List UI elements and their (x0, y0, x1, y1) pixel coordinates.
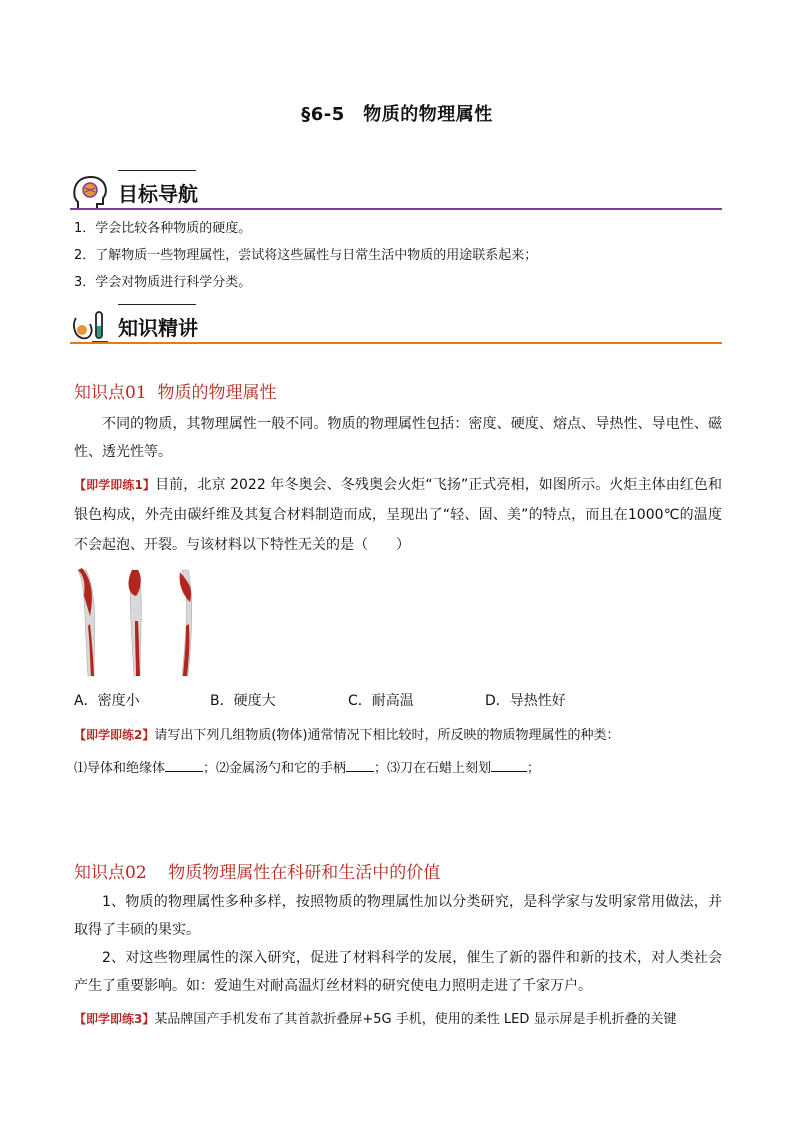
option-b: B．硬度大 (210, 693, 276, 709)
drill2-blanks (74, 758, 540, 778)
blank-prompt: ；⑶刀在石蜡上刻划 (374, 761, 492, 776)
answer-blank[interactable] (165, 758, 203, 772)
kp-label: 知识点 (74, 863, 125, 883)
kp-number: 01 (125, 383, 147, 403)
drill3 (74, 1010, 676, 1029)
kp2-paragraph-2: 2、对这些物理属性的深入研究，促进了材料科学的发展，催生了新的器件和新的技术，对人类社会产生了重要影响。如：爱迪生对耐高温灯丝材料的研究使电力照明走进了千家万户。 (74, 950, 722, 994)
kp-title: 物质物理属性在科研和生活中的价值 (168, 863, 441, 883)
goal-item: 3．学会对物质进行科学分类。 (74, 275, 252, 290)
drill1 (74, 470, 722, 560)
kp2-paragraph-1: 1、物质的物理属性多种多样，按照物质的物理属性加以分类研究，是科学家与发明家常用做法，并取得了丰硕的果实。 (74, 894, 722, 938)
kp-label: 知识点 (74, 383, 125, 403)
header-topline (118, 170, 196, 171)
answer-blank[interactable] (491, 758, 527, 772)
option-c: C．耐高温 (348, 693, 414, 709)
kp1-body: 不同的物质，其物理属性一般不同。物质的物理属性包括：密度、硬度、熔点、导热性、导电性、磁性、透光性等。 (74, 416, 722, 460)
drill-text: 请写出下列几组物质(物体)通常情况下相比较时，所反映的物质物理属性的种类： (154, 728, 620, 743)
blank-prompt: ⑴导体和绝缘体 (74, 761, 166, 776)
option-d: D．导热性好 (485, 693, 566, 709)
torch-icon (164, 566, 204, 680)
knowledge-heading: 知识精讲 (118, 316, 198, 340)
kp2-heading (74, 858, 440, 883)
drill-tag: 【即学即练1】 (74, 478, 156, 492)
drill-text: 目前，北京 2022 年冬奥会、冬残奥会火炬“飞扬”正式亮相，如图所示。火炬主体由红色和银色构成，外壳由碳纤维及其复合材料制造而成，呈现出了“轻、固、美”的特点，而且在1000℃的温度不会起泡、开裂。与该材料以下特性无关的是（ ） (74, 477, 722, 553)
drill-tag: 【即学即练2】 (74, 728, 155, 742)
goal-item: 1．学会比较各种物质的硬度。 (74, 221, 252, 236)
blank-end: ； (527, 761, 541, 776)
torch-icon (72, 566, 112, 680)
kp-title: 物质的物理属性 (157, 383, 277, 403)
goals-divider (70, 208, 722, 210)
knowledge-divider (70, 342, 722, 344)
drill-tag: 【即学即练3】 (74, 1012, 155, 1026)
kp1-heading (74, 378, 276, 403)
header-topline (118, 304, 196, 305)
answer-blank[interactable] (346, 758, 374, 772)
blank-prompt: ；⑵金属汤勺和它的手柄 (203, 761, 347, 776)
page-title: §6-5 物质的物理属性 (301, 104, 493, 125)
goal-item: 2．了解物质一些物理属性，尝试将这些属性与日常生活中物质的用途联系起来； (74, 248, 538, 263)
drill2 (74, 726, 620, 745)
drill-text: 某品牌国产手机发布了其首款折叠屏+5G 手机，使用的柔性 LED 显示屏是手机折叠的关键 (154, 1012, 677, 1027)
goals-heading: 目标导航 (118, 182, 198, 206)
torch-icon (118, 566, 158, 680)
kp-number: 02 (125, 863, 147, 883)
option-a: A．密度小 (74, 693, 140, 709)
